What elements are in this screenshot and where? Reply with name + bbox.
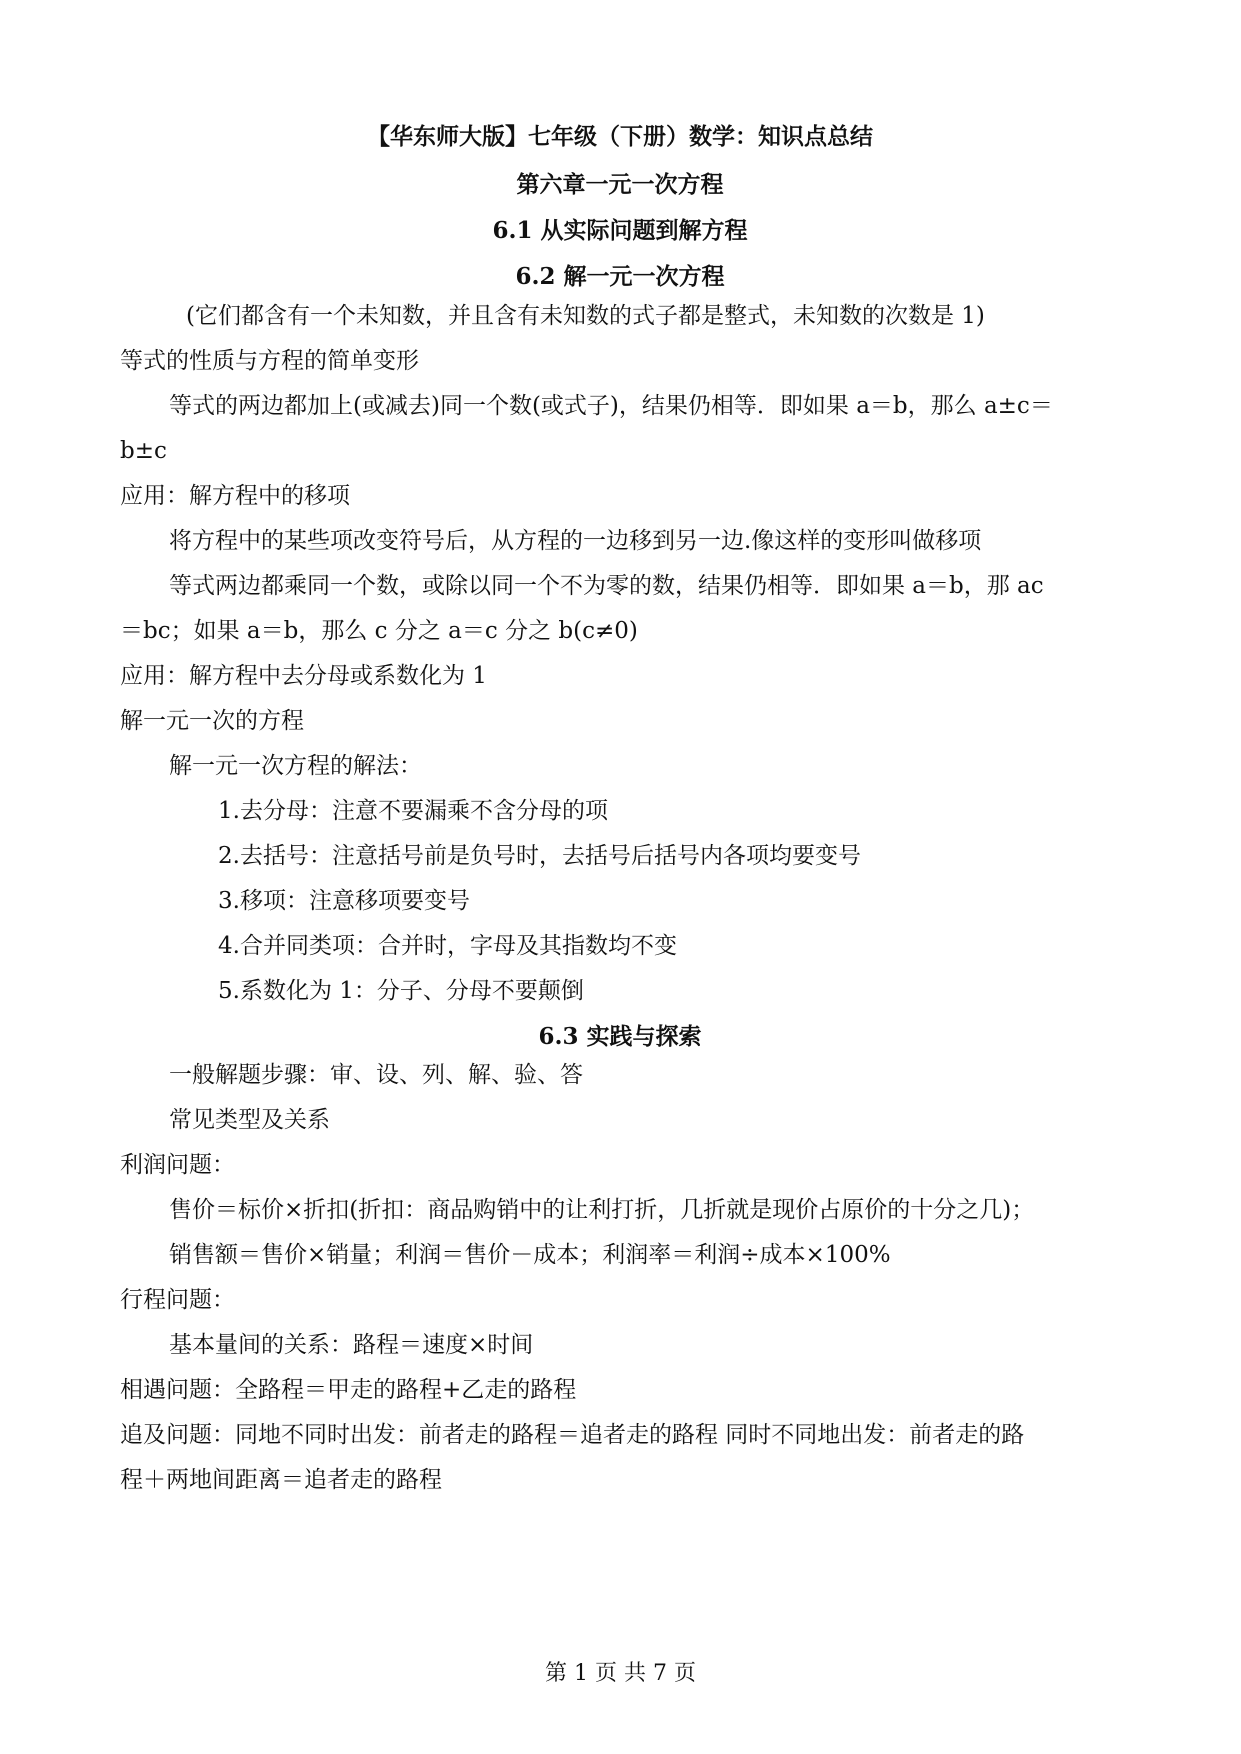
- property-2-line-1: 等式两边都乘同一个数，或除以同一个不为零的数，结果仍相等．即如果 a＝b，那 ac: [169, 573, 1044, 599]
- profit-heading: 利润问题：: [120, 1152, 235, 1178]
- profit-line-2: 销售额＝售价×销量；利润＝售价－成本；利润率＝利润÷成本×100%: [169, 1242, 891, 1268]
- travel-basic-relation: 基本量间的关系：路程＝速度×时间: [169, 1332, 534, 1358]
- section-title-6-2: 6.2 解一元一次方程: [515, 263, 725, 290]
- transposition-definition: 将方程中的某些项改变符号后，从方程的一边移到另一边.像这样的变形叫做移项: [169, 528, 982, 554]
- application-1: 应用：解方程中的移项: [120, 483, 350, 509]
- profit-line-1: 售价＝标价×折扣(折扣：商品购销中的让利打折，几折就是现价占原价的十分之几)；: [169, 1197, 1035, 1223]
- solve-step-3: 3.移项：注意移项要变号: [218, 888, 470, 914]
- definition-note: (它们都含有一个未知数，并且含有未知数的式子都是整式，未知数的次数是 1): [186, 303, 985, 329]
- chapter-title: 第六章一元一次方程: [516, 171, 724, 198]
- property-1-line-2: b±c: [120, 438, 167, 464]
- heading-equation-properties: 等式的性质与方程的简单变形: [120, 348, 419, 374]
- heading-solve-equation: 解一元一次的方程: [120, 708, 304, 734]
- page-content: [120, 118, 1120, 1494]
- meeting-problem: 相遇问题：全路程＝甲走的路程+乙走的路程: [120, 1377, 577, 1403]
- property-2-line-2: ＝bc；如果 a＝b，那么 c 分之 a＝c 分之 b(c≠0): [120, 618, 638, 644]
- doc-title: 【华东师大版】七年级（下册）数学：知识点总结: [367, 123, 873, 150]
- chase-problem-line-2: 程＋两地间距离＝追者走的路程: [120, 1467, 442, 1493]
- solve-method-intro: 解一元一次方程的解法：: [169, 753, 422, 779]
- travel-heading: 行程问题：: [120, 1287, 235, 1313]
- solve-step-5: 5.系数化为 1：分子、分母不要颠倒: [218, 978, 584, 1004]
- page-footer: 第 1 页 共 7 页: [545, 1661, 696, 1686]
- solve-step-1: 1.去分母：注意不要漏乘不含分母的项: [218, 798, 608, 824]
- solve-step-2: 2.去括号：注意括号前是负号时，去括号后括号内各项均要变号: [218, 843, 861, 869]
- section-title-6-1: 6.1 从实际问题到解方程: [492, 217, 748, 244]
- property-1-line-1: 等式的两边都加上(或减去)同一个数(或式子)，结果仍相等．即如果 a＝b，那么 a±c＝: [169, 393, 1053, 419]
- chase-problem-line-1: 追及问题：同地不同时出发：前者走的路程＝追者走的路程 同时不同地出发：前者走的路: [120, 1422, 1025, 1448]
- application-2: 应用：解方程中去分母或系数化为 1: [120, 663, 487, 689]
- section-title-6-3: 6.3 实践与探索: [538, 1023, 702, 1050]
- general-solving-steps: 一般解题步骤：审、设、列、解、验、答: [169, 1062, 583, 1088]
- common-types-heading: 常见类型及关系: [169, 1107, 330, 1133]
- solve-step-4: 4.合并同类项：合并时，字母及其指数均不变: [218, 933, 677, 959]
